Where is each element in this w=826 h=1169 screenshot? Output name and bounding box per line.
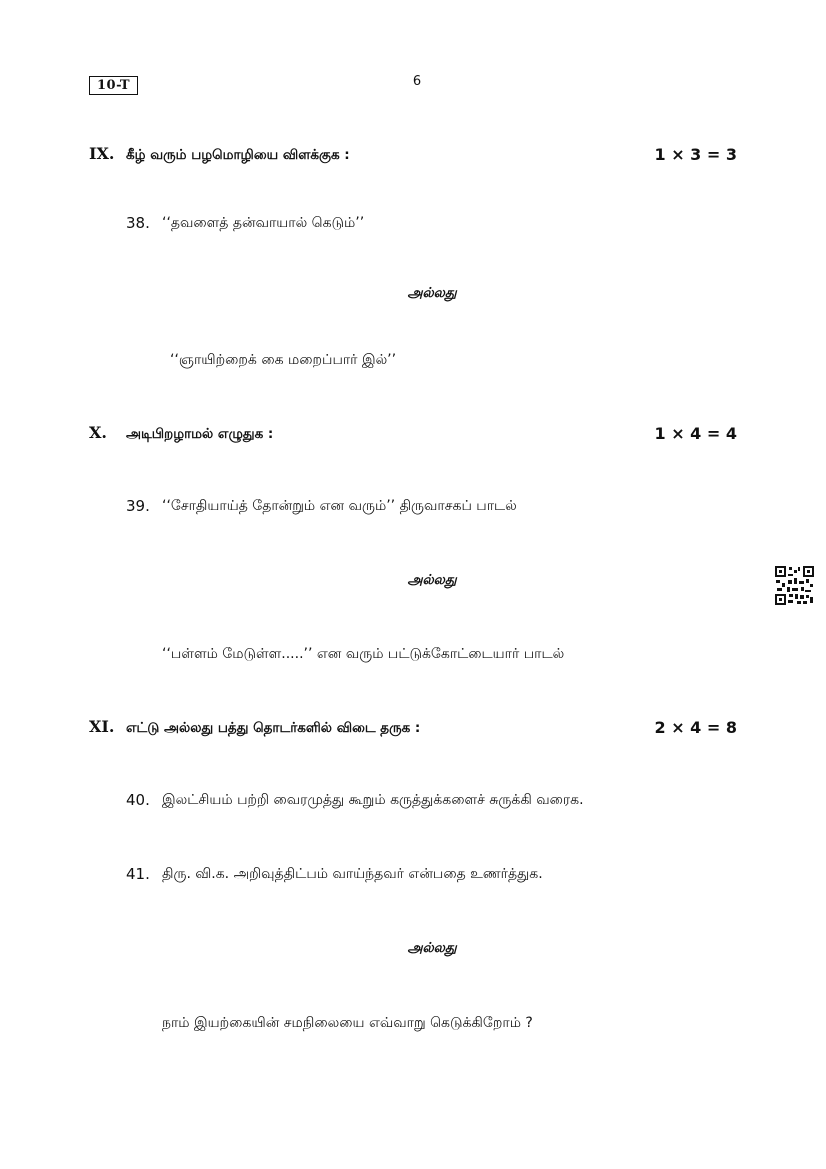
section-title-xi: எட்டு அல்லது பத்து தொடர்களில் விடை தருக : bbox=[126, 720, 421, 736]
question-number-41: 41. bbox=[126, 865, 150, 883]
question-number-40: 40. bbox=[126, 791, 150, 809]
or-separator-ix: அல்லது bbox=[407, 285, 457, 301]
section-number-ix: IX. bbox=[89, 144, 115, 163]
paper-code: 10-T bbox=[89, 76, 138, 95]
section-title-ix: கீழ் வரும் பழமொழியை விளக்குக : bbox=[126, 147, 350, 163]
question-text-39-alt: ‘‘பள்ளம் மேடுள்ள.....’’ என வரும் பட்டுக்கோட்டையார் பாடல் bbox=[162, 646, 565, 662]
section-marks-x: 1 × 4 = 4 bbox=[654, 424, 737, 443]
section-marks-xi: 2 × 4 = 8 bbox=[654, 718, 737, 737]
or-separator-xi: அல்லது bbox=[407, 940, 457, 956]
question-text-38: ‘‘தவளைத் தன்வாயால் கெடும்’’ bbox=[162, 215, 365, 231]
question-number-39: 39. bbox=[126, 497, 150, 515]
question-number-38: 38. bbox=[126, 214, 150, 232]
question-text-39: ‘‘சோதியாய்த் தோன்றும் என வரும்’’ திருவாசகப் பாடல் bbox=[162, 498, 517, 514]
section-number-xi: XI. bbox=[89, 717, 115, 736]
or-separator-x: அல்லது bbox=[407, 572, 457, 588]
page-number: 6 bbox=[412, 74, 422, 89]
section-marks-ix: 1 × 3 = 3 bbox=[654, 145, 737, 164]
question-text-38-alt: ‘‘ஞாயிற்றைக் கை மறைப்பார் இல்’’ bbox=[170, 352, 397, 368]
qr-code-icon bbox=[775, 566, 814, 605]
section-title-x: அடிபிறழாமல் எழுதுக : bbox=[126, 426, 274, 442]
question-text-40: இலட்சியம் பற்றி வைரமுத்து கூறும் கருத்துக்களைச் சுருக்கி வரைக. bbox=[162, 792, 584, 808]
question-text-41: திரு. வி.க. அறிவுத்திட்பம் வாய்ந்தவர் என்பதை உணர்த்துக. bbox=[162, 866, 543, 882]
question-text-41-alt: நாம் இயற்கையின் சமநிலையை எவ்வாறு கெடுக்கிறோம் ? bbox=[162, 1015, 533, 1031]
section-number-x: X. bbox=[89, 423, 107, 442]
